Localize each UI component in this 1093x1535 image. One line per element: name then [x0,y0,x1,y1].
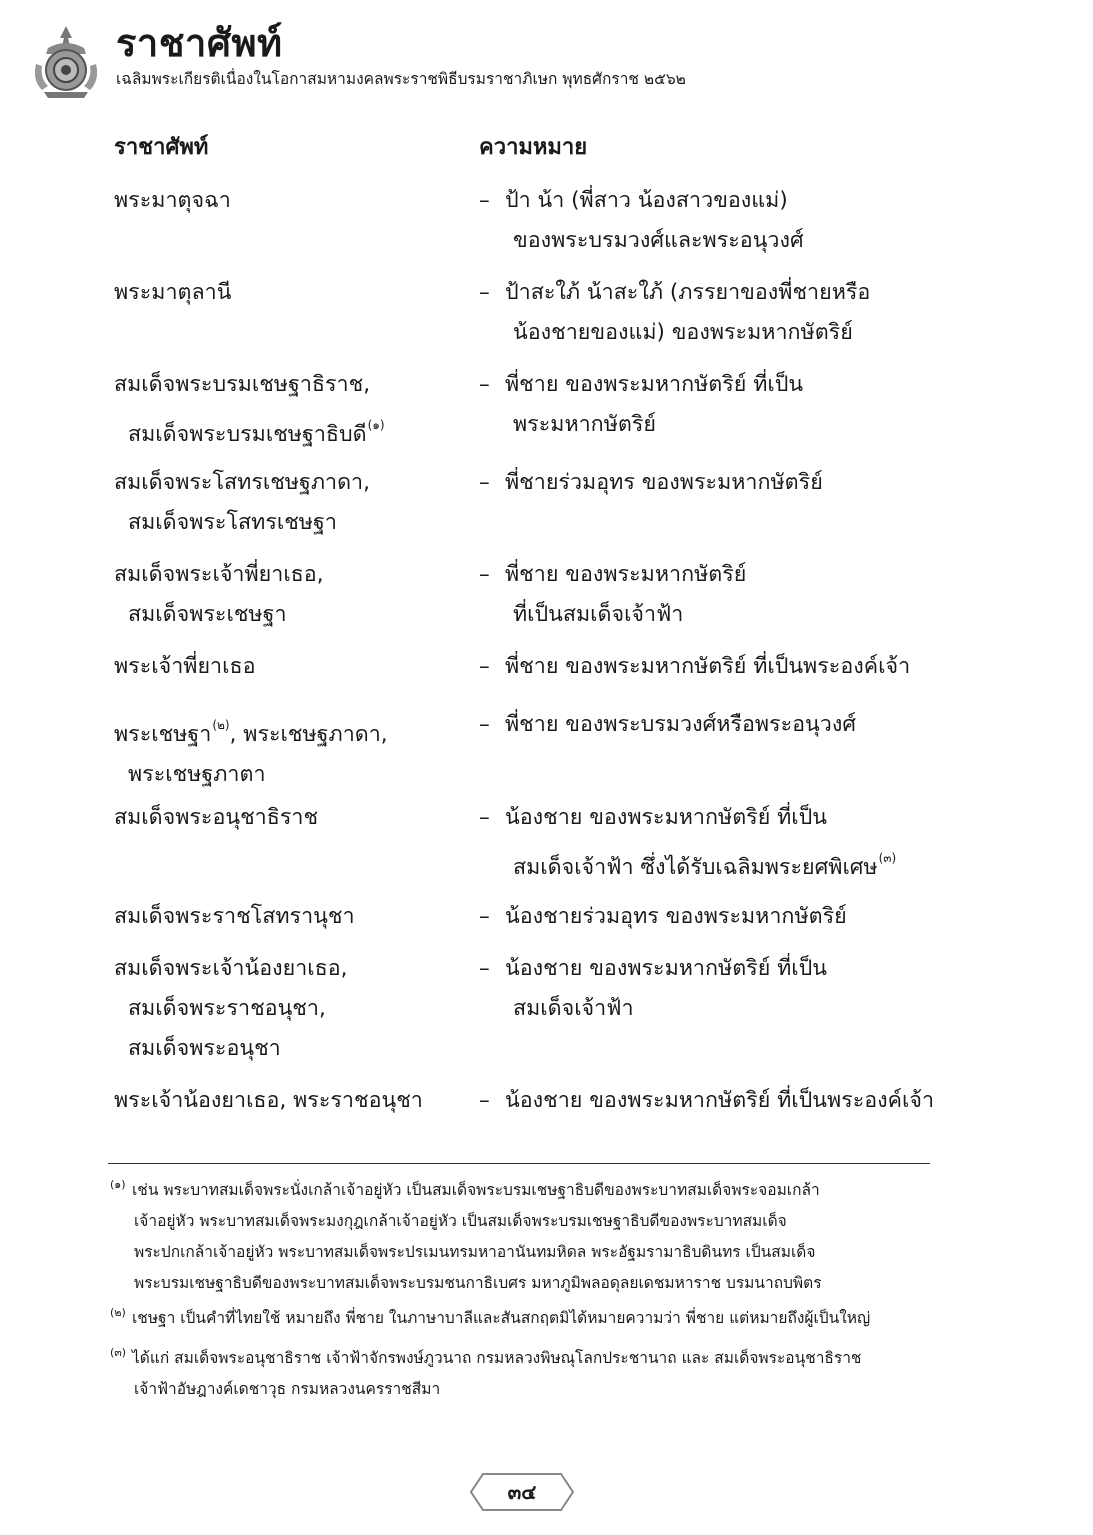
meaning-line: ของพระบรมวงศ์และพระอนุวงศ์ [513,228,804,253]
glossary-entry [114,181,944,253]
term-line: พระมาตุลานี [114,280,232,305]
term [114,365,474,455]
meaning-line: พี่ชายร่วมอุทร ของพระมหากษัตริย์ [505,470,823,495]
term-line: , พระเชษฐภาดา, [229,722,388,747]
column-header-term: ราชาศัพท์ [114,135,209,160]
footnote-line: เจ้าฟ้าอัษฎางค์เดชาวุธ กรมหลวงนครราชสีมา [134,1380,441,1398]
footnote-line: เชษฐา เป็นคำที่ไทยใช้ หมายถึง พี่ชาย ในภาษาบาลีและสันสกฤตมิได้หมายความว่า พี่ชาย แต่หมายถึงผู้เป็นใหญ่ [132,1309,871,1327]
term [114,897,474,937]
meaning [479,181,949,261]
meaning [479,365,949,445]
dash: – [479,956,490,981]
dash: – [479,188,490,213]
footnote-line: พระบรมเชษฐาธิบดีของพระบาทสมเด็จพระบรมชนกาธิเบศร มหาภูมิพลอดุลยเดชมหาราช บรมนาถบพิตร [134,1274,822,1292]
meaning-line: สมเด็จเจ้าฟ้า ซึ่งได้รับเฉลิมพระยศพิเศษ [513,855,878,880]
footnote-divider [108,1163,930,1164]
term-line: พระมาตุจฉา [114,188,231,213]
glossary-entry [114,798,944,880]
term [114,181,474,221]
meaning [479,949,949,1029]
glossary-entry [114,555,944,627]
meaning [479,798,949,888]
footnote-line: เช่น พระบาทสมเด็จพระนั่งเกล้าเจ้าอยู่หัว เป็นสมเด็จพระบรมเชษฐาธิบดีของพระบาทสมเด็จพระจอมเกล้า [132,1181,820,1199]
glossary-entry [114,705,944,787]
meaning [479,647,949,687]
document-title: ราชาศัพท์ [116,21,283,65]
footnote-number: (๓) [110,1346,127,1359]
dash: – [479,280,490,305]
term-line: สมเด็จพระอนุชา [128,1036,281,1061]
dash: – [479,470,490,495]
term-line: สมเด็จพระบรมเชษฐาธิบดี [128,422,367,447]
glossary-entry [114,949,944,1061]
dash: – [479,1088,490,1113]
glossary-entry [114,463,944,535]
dash: – [479,805,490,830]
term-line: สมเด็จพระอนุชาธิราช [114,805,319,830]
term [114,705,474,795]
dash: – [479,562,490,587]
term-line: พระเจ้าพี่ยาเธอ [114,654,256,679]
footnote-line: ได้แก่ สมเด็จพระอนุชาธิราช เจ้าฟ้าจักรพงษ์ภูวนาถ กรมหลวงพิษณุโลกประชานาถ และ สมเด็จพระอนุชาธิราช [132,1349,862,1367]
meaning-line: พี่ชาย ของพระมหากษัตริย์ ที่เป็น [505,372,804,397]
meaning-line: ป้าสะใภ้ น้าสะใภ้ (ภรรยาของพี่ชายหรือ [505,280,871,305]
royal-emblem-icon [28,24,104,100]
footnote-ref: (๓) [878,851,897,865]
page-number-badge [469,1472,575,1512]
meaning [479,555,949,635]
meaning-line: น้องชาย ของพระมหากษัตริย์ ที่เป็น [505,956,827,981]
dash: – [479,904,490,929]
meaning-line: พี่ชาย ของพระมหากษัตริย์ [505,562,747,587]
meaning-line: ที่เป็นสมเด็จเจ้าฟ้า [513,602,684,627]
meaning-line: พี่ชาย ของพระบรมวงศ์หรือพระอนุวงศ์ [505,712,856,737]
meaning-line: ป้า น้า (พี่สาว น้องสาวของแม่) [505,188,788,213]
page-number: ๓๔ [507,1480,537,1504]
footnote-line: เจ้าอยู่หัว พระบาทสมเด็จพระมงกุฎเกล้าเจ้าอยู่หัว เป็นสมเด็จพระบรมเชษฐาธิบดีของพระบาทสมเด็จ [134,1212,787,1230]
term-line: พระเชษฐา [114,722,212,747]
glossary-entry [114,897,944,929]
meaning [479,1081,949,1121]
term [114,463,474,543]
dash: – [479,712,490,737]
term-line: สมเด็จพระราชอนุชา, [128,996,326,1021]
dash: – [479,654,490,679]
footnote-ref: (๑) [367,418,385,432]
meaning [479,273,949,353]
term-line: พระเชษฐภาตา [128,762,266,787]
term-line: สมเด็จพระราชโสทรานุชา [114,904,355,929]
document-subtitle: เฉลิมพระเกียรติเนื่องในโอกาสมหามงคลพระราชพิธีบรมราชาภิเษก พุทธศักราช ๒๕๖๒ [116,70,686,88]
term-line: สมเด็จพระโสทรเชษฐภาดา, [114,470,370,495]
term-line: พระเจ้าน้องยาเธอ, พระราชอนุชา [114,1088,423,1113]
meaning-line: สมเด็จเจ้าฟ้า [513,996,634,1021]
meaning [479,705,949,745]
footnote [110,1303,950,1334]
glossary-entry [114,647,944,679]
footnote-line: พระปกเกล้าเจ้าอยู่หัว พระบาทสมเด็จพระปรเมนทรมหาอานันทมหิดล พระอัฐมรามาธิบดินทร เป็นสมเด็จ [134,1243,816,1261]
dash: – [479,372,490,397]
term [114,949,474,1069]
page-header [28,20,1068,100]
meaning-line: น้องชายของแม่) ของพระมหากษัตริย์ [513,320,853,345]
meaning-line: พระมหากษัตริย์ [513,412,656,437]
footnote [110,1343,950,1405]
term [114,555,474,635]
term-line: สมเด็จพระเจ้าน้องยาเธอ, [114,956,348,981]
term [114,798,474,838]
glossary-entry [114,273,944,345]
term-line: สมเด็จพระบรมเชษฐาธิราช, [114,372,371,397]
meaning-line: น้องชาย ของพระมหากษัตริย์ ที่เป็นพระองค์เจ้า [505,1088,935,1113]
footnote-number: (๒) [110,1306,126,1319]
term [114,273,474,313]
term-line: สมเด็จพระโสทรเชษฐา [128,510,337,535]
term [114,1081,474,1121]
column-header-meaning: ความหมาย [479,135,588,160]
meaning [479,463,949,503]
meaning-line: น้องชาย ของพระมหากษัตริย์ ที่เป็น [505,805,827,830]
term [114,647,474,687]
term-line: สมเด็จพระเชษฐา [128,602,287,627]
footnote [110,1175,950,1299]
meaning [479,897,949,937]
term-line: สมเด็จพระเจ้าพี่ยาเธอ, [114,562,324,587]
glossary-entry [114,1081,944,1113]
meaning-line: พี่ชาย ของพระมหากษัตริย์ ที่เป็นพระองค์เจ้า [505,654,911,679]
meaning-line: น้องชายร่วมอุทร ของพระมหากษัตริย์ [505,904,847,929]
footnote-number: (๑) [110,1178,126,1191]
glossary-entry [114,365,944,447]
footnote-ref: (๒) [212,718,230,732]
